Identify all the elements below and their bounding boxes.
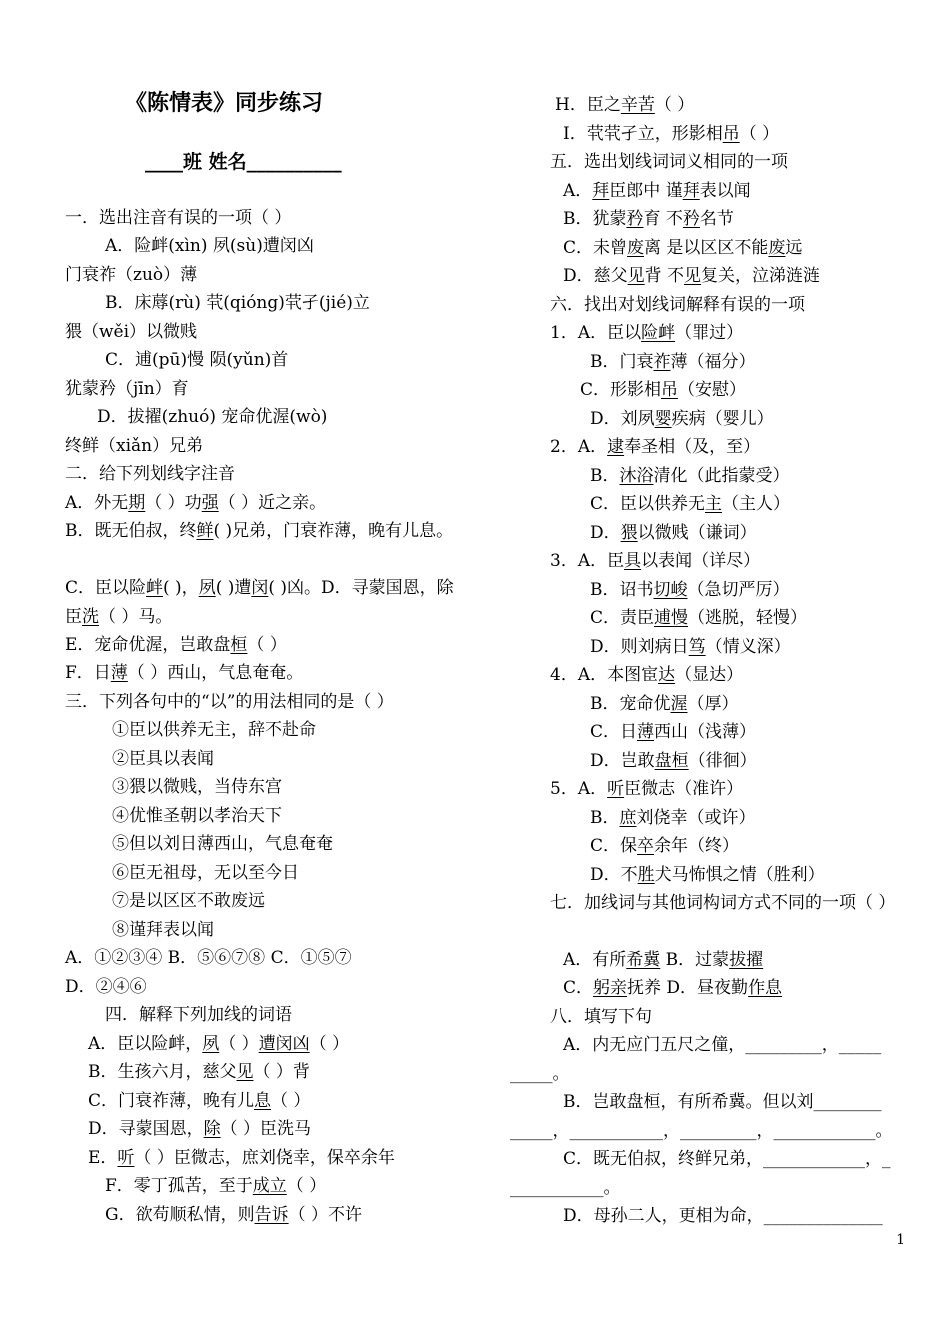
left-line-8: 终鲜（xiǎn）兄弟 xyxy=(65,436,204,456)
left-line-16: ①臣以供养无主，辞不赴命 xyxy=(112,720,316,740)
right-line-13: B．沐浴清化（此指蒙受） xyxy=(590,466,790,486)
right-line-19: D．则刘病日笃（情义深） xyxy=(590,637,791,657)
left-line-24: A．①②③④ B．⑤⑥⑦⑧ C．①⑤⑦ xyxy=(65,948,352,968)
right-line-2: 五．选出划线词词义相同的一项 xyxy=(550,152,788,172)
left-line-31: E．听（ ）臣微志，庶刘侥幸，保卒余年 xyxy=(88,1148,395,1168)
right-line-22: C．日薄西山（浅薄） xyxy=(590,722,757,742)
right-line-7: 六．找出对划线词解释有误的一项 xyxy=(550,295,805,315)
right-line-21: B．宠命优渥（厚） xyxy=(590,694,739,714)
right-line-18: C．责臣逋慢（逃脱，轻慢） xyxy=(590,608,808,628)
right-line-10: C．形影相吊（安慰） xyxy=(580,380,747,400)
right-line-25: B．庶刘侥幸（或许） xyxy=(590,808,756,828)
right-line-33: _____。 xyxy=(510,1064,570,1084)
left-line-5: C．逋(pū)慢 陨(yǔn)首 xyxy=(105,350,289,370)
right-line-17: B．诏书切峻（急切严厉） xyxy=(590,580,790,600)
right-line-4: B．犹蒙矜育 不矜名节 xyxy=(563,209,734,229)
left-line-18: ③猥以微贱，当侍东宫 xyxy=(112,777,282,797)
page-title: 《陈情表》同步练习 xyxy=(125,91,324,116)
right-line-24: 5．A．听臣微志（准许） xyxy=(550,779,744,799)
right-line-0: H．臣之辛苦（ ） xyxy=(555,95,695,115)
left-line-30: D．寻蒙国恩，除（ ）臣洗马 xyxy=(88,1119,312,1139)
right-line-6: D．慈父见背 不见复关，泣涕涟涟 xyxy=(563,266,821,286)
left-line-28: B．生孩六月，慈父见（ ）背 xyxy=(88,1062,310,1082)
right-line-8: 1．A．臣以险衅（罪过） xyxy=(550,323,744,343)
left-line-9: 二．给下列划线字注音 xyxy=(65,464,235,484)
right-line-32: A．内无应门五尺之僮，_________，_____ xyxy=(563,1035,882,1055)
left-line-4: 猥（wěi）以微贱 xyxy=(65,322,198,342)
left-line-12: C．臣以险衅( )，夙( )遭闵( )凶。D．寻蒙国恩，除臣洗（ ）马。 xyxy=(65,578,454,627)
right-line-28: 七．加线词与其他词构词方式不同的一项（ ） xyxy=(550,893,896,913)
right-line-3: A．拜臣郎中 谨拜表以闻 xyxy=(563,181,751,201)
right-line-31: 八．填写下句 xyxy=(550,1007,652,1027)
left-line-2: 门衰祚（zuò）薄 xyxy=(65,265,198,285)
right-line-16: 3．A．臣具以表闻（详尽） xyxy=(550,551,761,571)
right-line-5: C．未曾废离 是以区区不能废远 xyxy=(563,238,803,258)
left-line-10: A．外无期（ ）功强（ ）近之亲。 xyxy=(65,493,327,513)
right-line-15: D．猥以微贱（谦词） xyxy=(590,523,757,543)
right-line-23: D．岂敢盘桓（徘徊） xyxy=(590,751,757,771)
left-line-11: B．既无伯叔，终鲜( )兄弟，门衰祚薄，晚有儿息。 xyxy=(65,521,454,541)
right-line-38: D．母孙二人，更相为命，______________ xyxy=(563,1206,883,1226)
left-line-19: ④优惟圣朝以孝治天下 xyxy=(112,806,282,826)
left-line-23: ⑧谨拜表以闻 xyxy=(112,920,214,940)
right-line-37: ___________。 xyxy=(510,1178,621,1198)
page-number: 1 xyxy=(896,1232,905,1248)
right-line-12: 2．A．逮奉圣相（及，至） xyxy=(550,437,761,457)
right-line-20: 4．A．本图宦达（显达） xyxy=(550,665,744,685)
left-line-6: 犹蒙矜（jīn）育 xyxy=(65,379,189,399)
left-line-20: ⑤但以刘日薄西山，气息奄奄 xyxy=(112,834,333,854)
left-line-29: C．门衰祚薄，晚有儿息（ ） xyxy=(88,1091,311,1111)
class-name-line: ____班 姓名__________ xyxy=(145,151,342,173)
left-line-22: ⑦是以区区不敢废远 xyxy=(112,891,265,911)
right-line-1: I．茕茕孑立，形影相吊（ ） xyxy=(563,124,780,144)
right-line-30: C．躬亲抚养 D．昼夜勤作息 xyxy=(563,978,783,998)
right-line-34: B．岂敢盘桓，有所希冀。但以刘________ xyxy=(563,1092,882,1112)
right-line-36: C．既无伯叔，终鲜兄弟，____________，_ xyxy=(563,1149,891,1169)
right-line-14: C．臣以供养无主（主人） xyxy=(590,494,791,514)
right-line-35: _____，___________，_________，____________。 xyxy=(510,1121,893,1141)
right-line-26: C．保卒余年（终） xyxy=(590,836,740,856)
left-line-15: 三．下列各句中的“以”的用法相同的是（ ） xyxy=(65,692,394,712)
left-line-26: 四．解释下列加线的词语 xyxy=(105,1005,292,1025)
right-line-29: A．有所希冀 B．过蒙拔擢 xyxy=(563,950,764,970)
right-line-27: D．不胜犬马怖惧之情（胜利） xyxy=(590,865,825,885)
left-line-7: D．拔擢(zhuó) 宠命优渥(wò) xyxy=(97,407,328,427)
right-line-11: D．刘夙婴疾病（婴儿） xyxy=(590,409,774,429)
left-line-13: E．宠命优渥，岂敢盘桓（ ） xyxy=(65,635,287,655)
left-line-21: ⑥臣无祖母，无以至今日 xyxy=(112,863,299,883)
left-line-25: D．②④⑥ xyxy=(65,977,147,997)
left-line-0: 一．选出注音有误的一项（ ） xyxy=(65,208,292,228)
left-line-32: F．零丁孤苦，至于成立（ ） xyxy=(105,1176,327,1196)
left-line-1: A．险衅(xìn) 夙(sù)遭闵凶 xyxy=(105,236,314,256)
left-line-33: G．欲苟顺私情，则告诉（ ）不许 xyxy=(105,1205,362,1225)
left-line-17: ②臣具以表闻 xyxy=(112,749,214,769)
left-line-27: A．臣以险衅，夙（ ）遭闵凶（ ） xyxy=(88,1034,350,1054)
left-line-3: B．床蓐(rù) 茕(qióng)茕孑(jié)立 xyxy=(105,293,370,313)
left-line-14: F．日薄（ ）西山，气息奄奄。 xyxy=(65,663,304,683)
right-line-9: B．门衰祚薄（福分） xyxy=(590,352,756,372)
